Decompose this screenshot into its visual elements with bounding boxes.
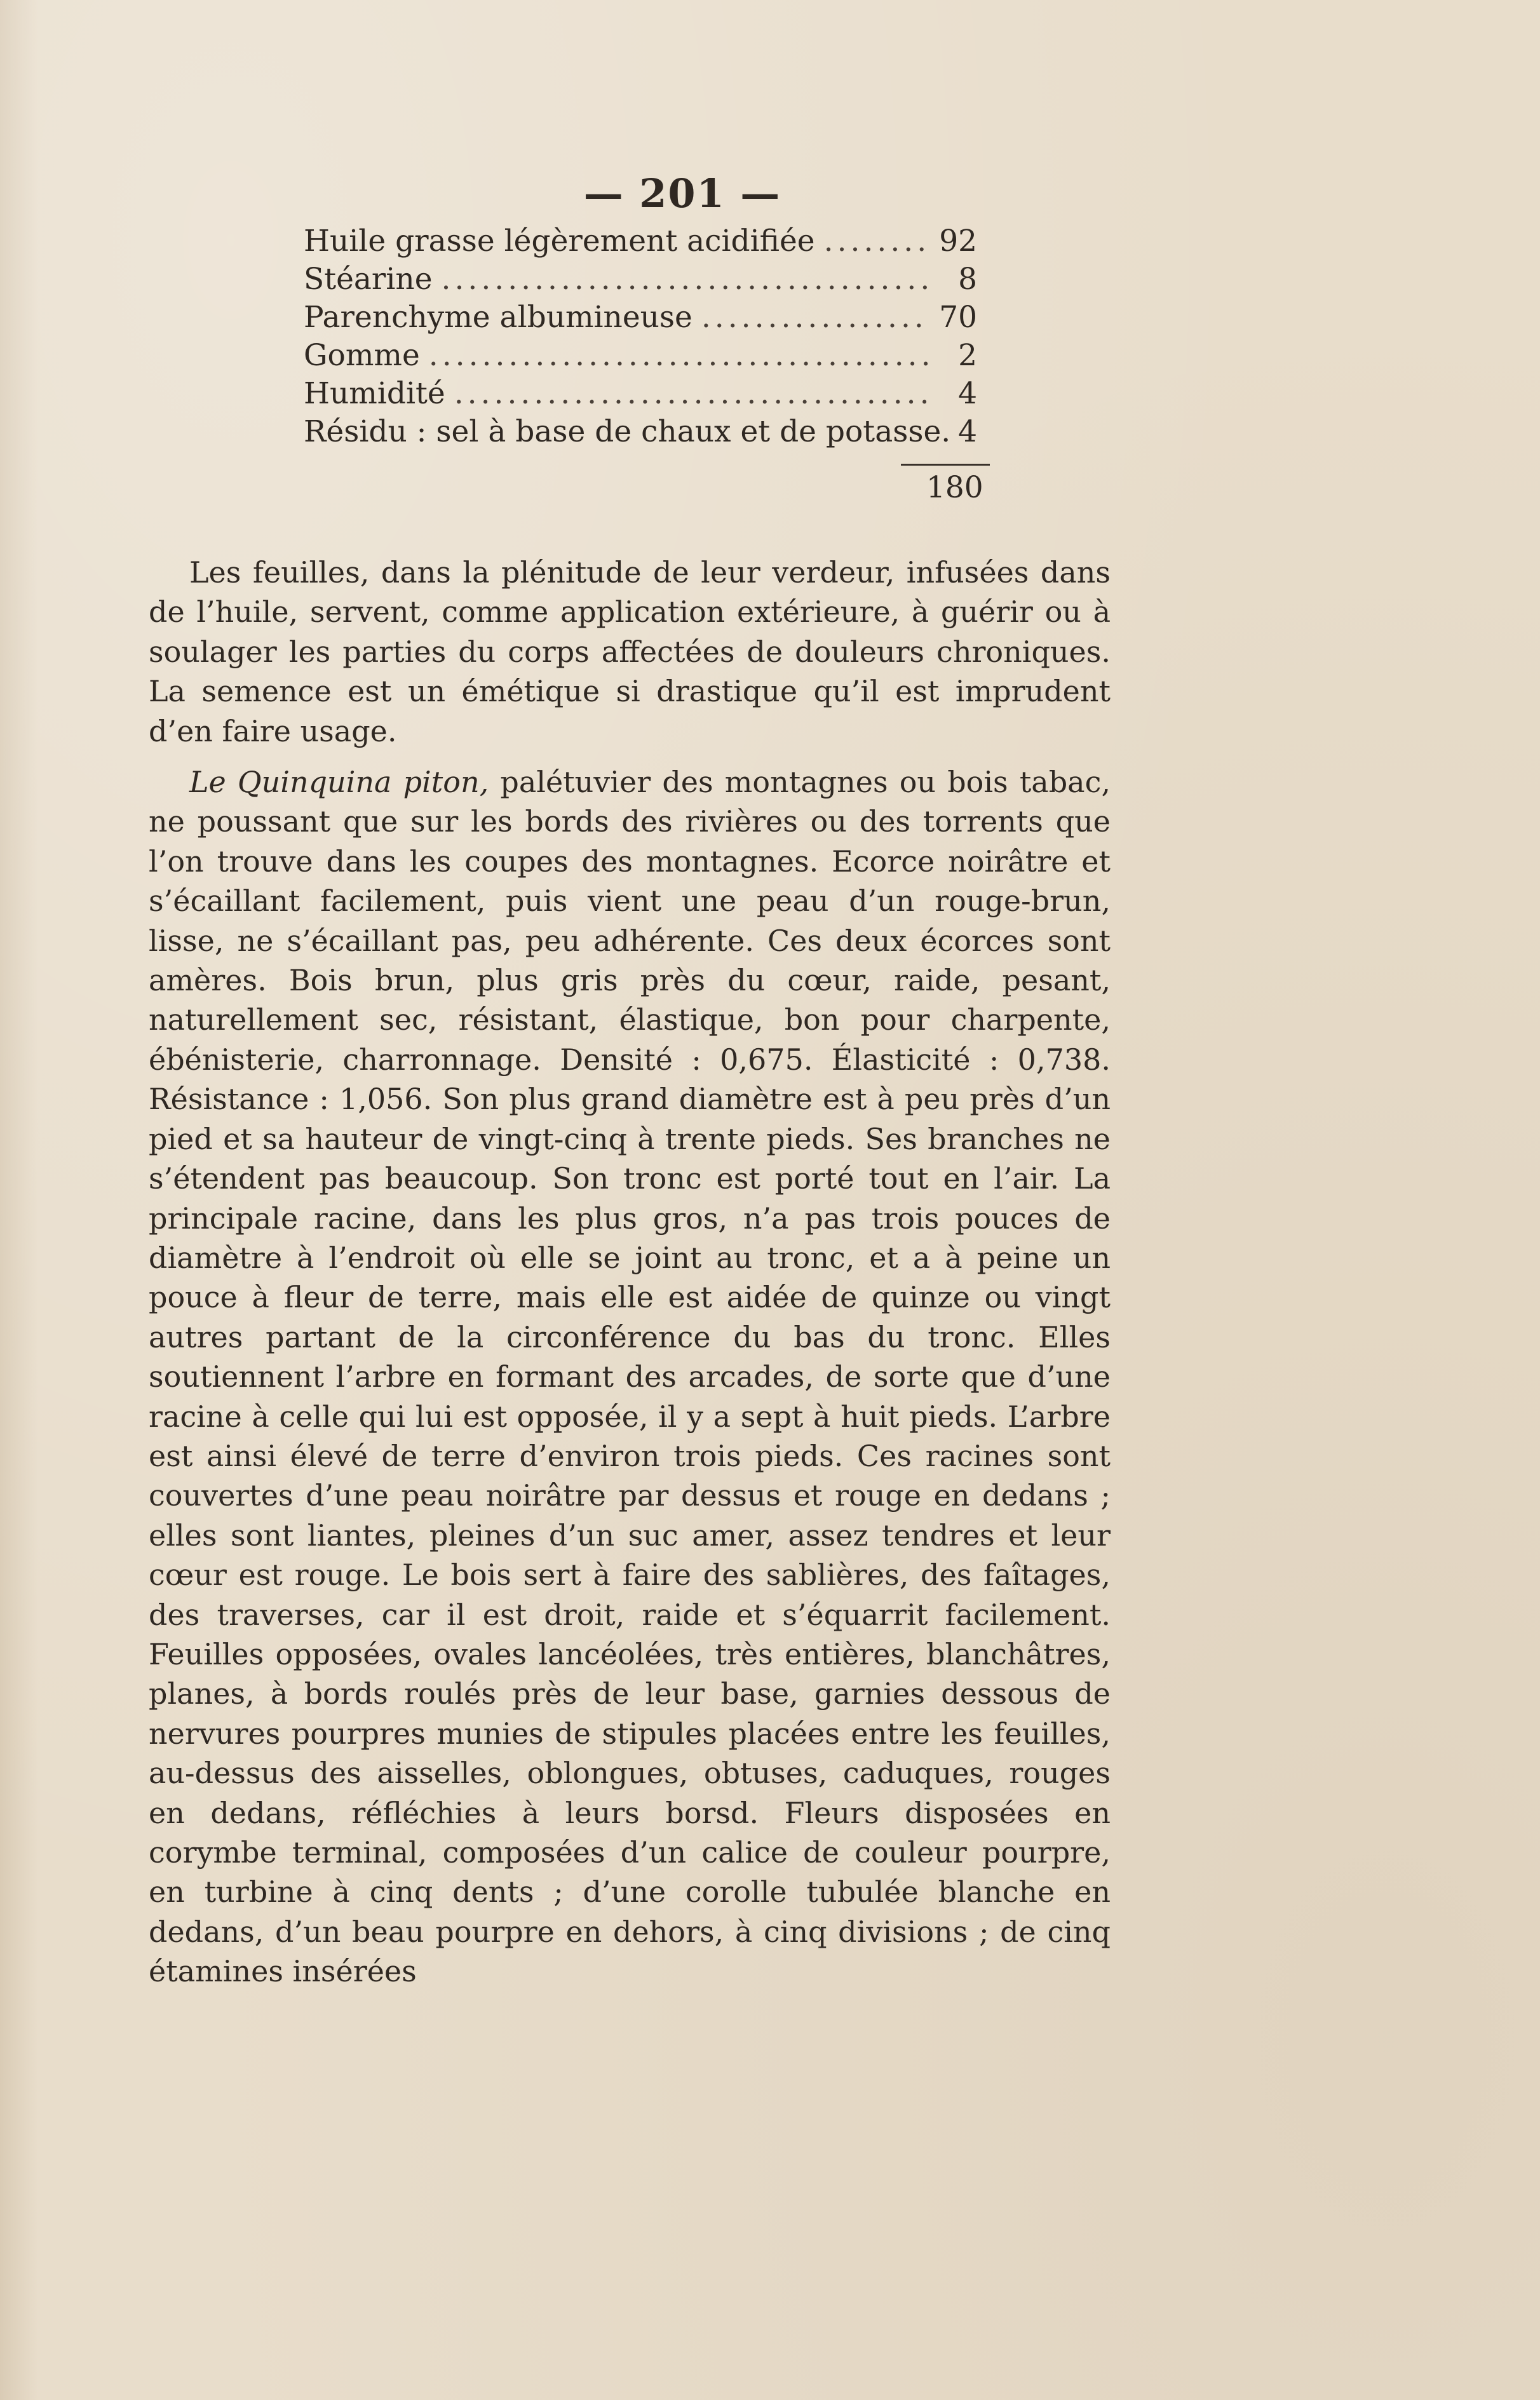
composition-row [304, 337, 977, 375]
row-label: Résidu : sel à base de chaux et de potasse. [304, 414, 951, 449]
row-label: Stéarine [304, 262, 433, 297]
composition-row [304, 299, 977, 337]
dot-leader [824, 222, 930, 260]
row-value: 70 [939, 300, 977, 335]
row-value: 8 [958, 262, 977, 297]
paragraph-text: palétuvier des montagnes ou bois tabac, ne poussant que sur les bords des rivières ou des torrents que l’on trouve dans les coupes des montagnes. Ecorce noirâtre et s’écaillant facilement, puis vient une peau d’un rouge-brun, lisse, ne s’écaillant pas, peu adhérente. Ces deux écorces sont amères. Bois brun, plus gris près du cœur, raide, pesant, naturellement sec, résistant, élastique, bon pour charpente, ébénisterie, charronnage. Densité : 0,675. Élasticité : 0,738. Résistance : 1,056. Son plus grand diamètre est à peu près d’un pied et sa hauteur de vingt-cinq à trente pieds. Ses branches ne s’étendent pas beaucoup. Son tronc est porté tout en l’air. La principale racine, dans les plus gros, n’a pas trois pouces de diamètre à l’endroit où elle se joint au tronc, et a à peine un pouce à fleur de terre, mais elle est aidée de quinze ou vingt autres partant de la circonférence du bas du tronc. Elles soutiennent l’arbre en formant des arcades, de sorte que d’une racine à celle qui lui est opposée, il y a sept à huit pieds. L’arbre est ainsi élevé de terre d’environ trois pieds. Ces racines sont couvertes d’une peau noirâtre par dessus et rouge en dedans ; elles sont liantes, pleines d’un suc amer, assez tendres et leur cœur est rouge. Le bois sert à faire des sablières, des faîtages, des traverses, car il est droit, raide et s’équarrit facilement. Feuilles opposées, ovales lancéolées, très entières, blanchâtres, planes, à bords roulés près de leur base, garnies dessous de nervures pourpres munies de stipules placées entre les feuilles, au-dessus des aisselles, oblongues, obtuses, caduques, rouges en dedans, réfléchies à leurs borsd. Fleurs disposées en corymbe terminal, composées d’un calice de couleur pourpre, en turbine à cinq dents ; d’une corolle tubulée blanche en dedans, d’un beau pourpre en dehors, à cinq divisions ; de cinq étamines insérées [149, 765, 1111, 1989]
row-label: Gomme [304, 338, 420, 373]
dot-leader [701, 299, 930, 337]
composition-row [304, 413, 977, 451]
paragraph-quinquina [149, 762, 1111, 1992]
total-row [304, 466, 983, 510]
row-label: Huile grasse légèrement acidifiée [304, 224, 815, 259]
row-value: 4 [958, 376, 977, 411]
paragraph-title: Le Quinquina piton, [189, 765, 489, 800]
page-number: — 201 — [583, 170, 781, 217]
row-label: Humidité [304, 376, 445, 411]
dot-leader [454, 375, 930, 413]
dot-leader [429, 337, 930, 375]
row-value: 4 [958, 414, 977, 449]
composition-row [304, 222, 977, 260]
composition-row [304, 375, 977, 413]
row-value: 2 [958, 338, 977, 373]
body-text [149, 553, 1111, 1992]
paragraph-leaves: Les feuilles, dans la plénitude de leur verdeur, infusées dans de l’huile, servent, comme application extérieure, à guérir ou à soulager les parties du corps affectées de douleurs chroniques. La semence est un émétique si drastique qu’il est imprudent d’en faire usage. [149, 555, 1111, 748]
dot-leader [442, 260, 930, 299]
row-label: Parenchyme albumineuse [304, 300, 692, 335]
composition-row [304, 260, 977, 299]
total-value: 180 [926, 470, 983, 505]
composition-table [304, 222, 983, 510]
row-value: 92 [939, 224, 977, 259]
